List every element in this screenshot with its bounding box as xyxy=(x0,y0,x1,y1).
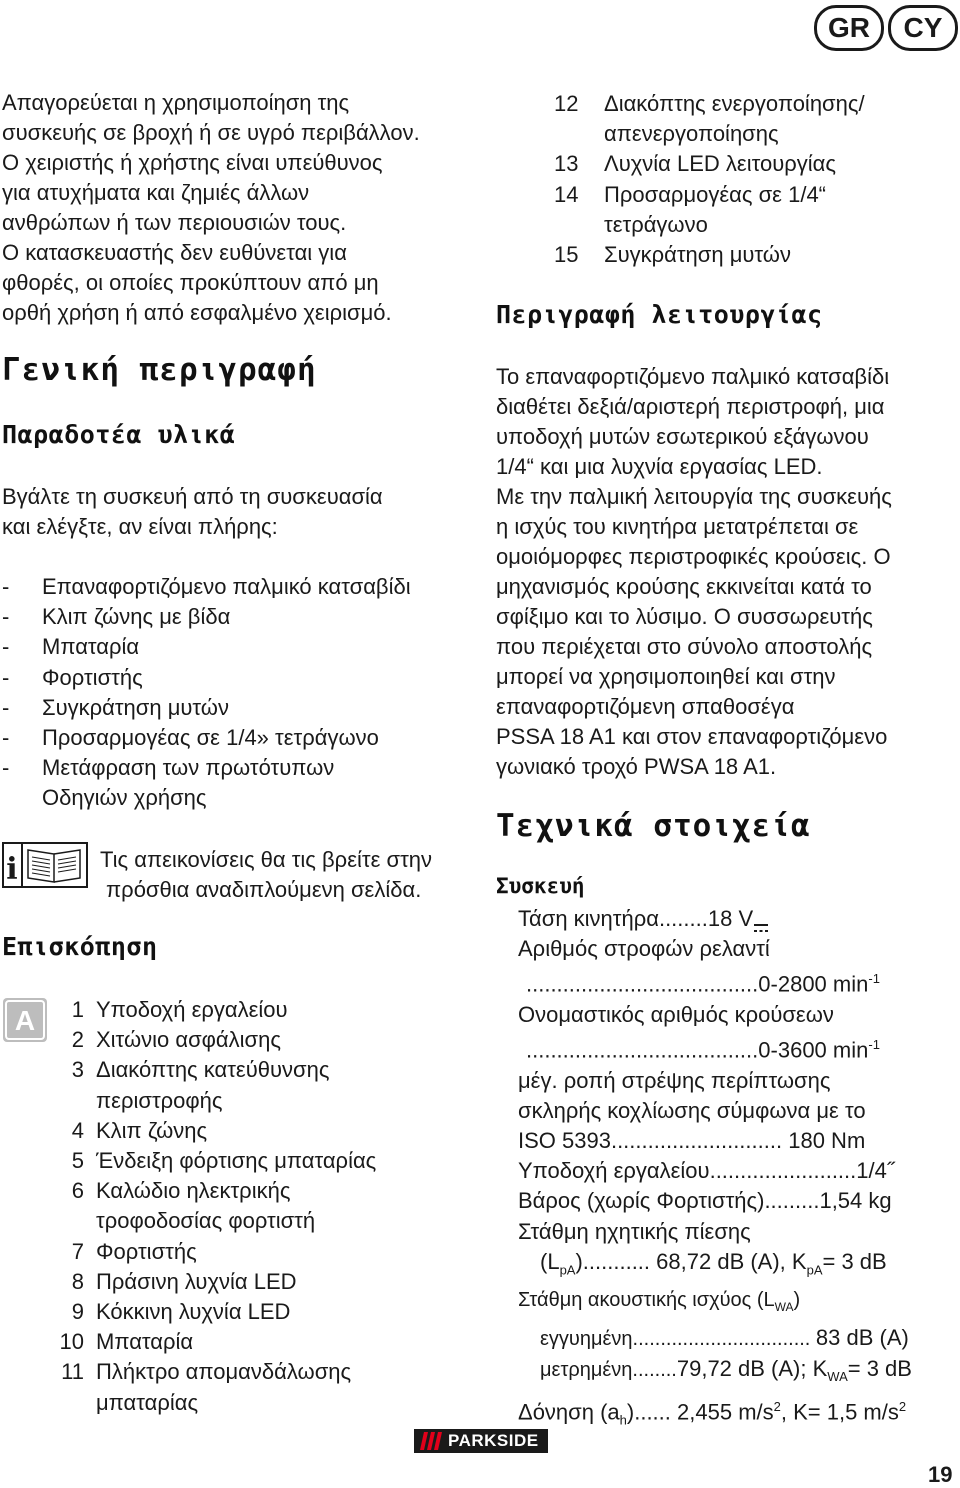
spec-impact-rate-label: Ονομαστικός αριθμός κρούσεων xyxy=(518,1001,834,1027)
list-item: - Φορτιστής xyxy=(2,664,143,690)
text-line: ορθή χρήση ή από εσφαλμένο χειρισμό. xyxy=(2,300,392,325)
list-item: - Επαναφορτιζόμενο παλμικό κατσαβίδι xyxy=(2,574,411,599)
list-item: 4 Κλιπ ζώνης xyxy=(71,1117,208,1143)
overview-title: Επισκόπηση xyxy=(2,932,158,961)
text-line: επαναφορτιζόμενη σπαθοσέγα xyxy=(496,694,795,719)
spec-idle-speed-label: Αριθμός στροφών ρελαντί xyxy=(518,936,770,962)
spec-vibration: Δόνηση $(a_h)$...... 2,455 $m/s^2$, K= 1,5 $m/s^2$ xyxy=(518,1399,907,1428)
spec-list xyxy=(518,904,958,1436)
spec-torque: ISO 5393............................ 180 Nm xyxy=(518,1128,866,1154)
list-item-continuation: μπαταρίας xyxy=(96,1389,199,1415)
text-line: Απαγορεύεται η χρησιμοποίηση της xyxy=(2,90,350,115)
list-item: 12 Διακόπτης ενεργοποίησης/ xyxy=(554,91,865,116)
text-line: υποδοχή μυτών εσωτερικού εξάγωνου xyxy=(496,424,869,449)
spec-idle-speed: ......................................0-2800 $\min^{-1}$ xyxy=(526,971,880,997)
text-line: Το επαναφορτιζόμενο παλμικό κατσαβίδι xyxy=(496,364,890,389)
list-item: 11 Πλήκτρο απομανδάλωσης xyxy=(61,1359,352,1385)
list-item-continuation: απενεργοποίησης xyxy=(604,121,779,147)
list-item: 14 Προσαρμογέας σε 1/4“ xyxy=(554,181,827,207)
spec-voltage: Τάση κινητήρα........18 V xyxy=(518,904,958,934)
supplied-items-title: Παραδοτέα υλικά xyxy=(2,420,236,449)
logo-stripes-icon xyxy=(420,1432,442,1450)
text-line: 1/4“ και μια λυχνία εργασίας LED. xyxy=(496,454,823,479)
text-line: σφίξιμο και το λύσιμο. Ο συσσωρευτής xyxy=(496,604,873,629)
intro-paragraph xyxy=(2,88,420,328)
spec-torque-label: σκληρής κοχλίωσης σύμφωνα με το xyxy=(518,1097,866,1123)
spec-weight: Βάρος (χωρίς Φορτιστής).........1,54 kg xyxy=(518,1188,892,1214)
list-item: 2 Χιτώνιο ασφάλισης xyxy=(71,1027,281,1053)
text-line: φθορές, οι οποίες προκύπτουν από μη xyxy=(2,270,379,295)
info-note xyxy=(100,845,432,905)
text-line: γωνιακό τροχό PWSA 18 A1. xyxy=(496,754,777,779)
supplied-items-list xyxy=(2,572,411,814)
spec-sound-pressure-label: Στάθμη ηχητικής πίεσης xyxy=(518,1218,751,1244)
language-badge-gr: GR xyxy=(814,5,884,51)
spec-sound-pressure: $(L_{pA})$........... 68,72 dB (A), $K_{pA}= 3$ dB xyxy=(540,1248,887,1278)
general-description-title: Γενική περιγραφή xyxy=(2,352,317,388)
info-book-icon xyxy=(2,842,88,888)
parkside-logo xyxy=(414,1429,548,1453)
list-item-continuation: τροφοδοσίας φορτιστή xyxy=(96,1208,316,1234)
list-item-continuation: Οδηγιών χρήσης xyxy=(42,785,207,811)
list-item: 3 Διακόπτης κατεύθυνσης xyxy=(71,1057,330,1083)
list-item: 13 Λυχνία LED λειτουργίας xyxy=(554,151,836,177)
text-line: μπορεί να χρησιμοποιηθεί και στην xyxy=(496,664,836,689)
spec-impact-rate: ......................................0-3600 $\min^{-1}$ xyxy=(526,1037,880,1063)
spec-sound-power-measured: μετρημένη........79,72 dB (A); $K_{WA}= 3$ dB xyxy=(540,1355,912,1384)
text-line: που περιέχεται στο σύνολο αποστολής xyxy=(496,634,873,659)
svg-text:i: i xyxy=(6,852,18,887)
overview-list-left xyxy=(44,995,376,1418)
text-line: συσκευής σε βροχή ή σε υγρό περιβάλλον. xyxy=(2,120,420,145)
list-item: 7 Φορτιστής xyxy=(71,1238,197,1264)
spec-sound-power-label: Στάθμη ακουστικής ισχύος $(L_{WA})$ xyxy=(518,1289,801,1315)
text-line: Ο κατασκευαστής δεν ευθύνεται για xyxy=(2,240,347,265)
text-line: η ισχύς του κινητήρα μετατρέπεται σε xyxy=(496,514,859,539)
overview-list-right xyxy=(554,89,865,270)
device-title: Συσκευή xyxy=(496,874,585,898)
text-line: Βγάλτε τη συσκευή από τη συσκευασία xyxy=(2,484,383,509)
list-item: 5 Ένδειξη φόρτισης μπαταρίας xyxy=(71,1148,377,1174)
list-item: 15 Συγκράτηση μυτών xyxy=(554,242,791,268)
list-item: - Συγκράτηση μυτών xyxy=(2,694,229,720)
text-line: ανθρώπων ή των περιουσιών τους. xyxy=(2,210,347,235)
spec-tool-holder: Υποδοχή εργαλείου........................1/4˝ xyxy=(518,1158,895,1184)
text-line: Ο χειριστής ή χρήστης είναι υπεύθυνος xyxy=(2,150,383,175)
brand-name: PARKSIDE xyxy=(448,1431,539,1450)
text-line: πρόσθια αναδιπλούμενη σελίδα. xyxy=(106,877,422,902)
text-line: και ελέγξτε, αν είναι πλήρης: xyxy=(2,514,278,539)
list-item-continuation: περιστροφής xyxy=(96,1087,223,1113)
dc-current-icon xyxy=(754,913,768,927)
list-item: - Μπαταρία xyxy=(2,634,140,660)
function-description-title: Περιγραφή λειτουργίας xyxy=(496,300,823,329)
list-item: 10 Μπαταρία xyxy=(59,1329,194,1355)
text-line: ομοιόμορφες περιστροφικές κρούσεις. Ο xyxy=(496,544,891,569)
text-line: μηχανισμός κρούσης εκκινείται κατά το xyxy=(496,574,872,599)
list-item: 1 Υποδοχή εργαλείου xyxy=(71,997,288,1022)
list-item: - Μετάφραση των πρωτότυπων xyxy=(2,755,335,781)
page-number: 19 xyxy=(928,1462,953,1487)
spec-torque-label: μέγ. ροπή στρέψης περίπτωσης xyxy=(518,1067,831,1093)
svg-text:A: A xyxy=(14,1005,36,1036)
text-line: PSSA 18 A1 και στον επαναφορτιζόμενο xyxy=(496,724,888,749)
list-item-continuation: τετράγωνο xyxy=(604,211,708,237)
technical-data-title: Τεχνικά στοιχεία xyxy=(496,808,811,844)
list-item: 6 Καλώδιο ηλεκτρικής xyxy=(71,1178,291,1204)
spec-sound-power-guaranteed: εγγυημένη................................ 83 dB (A) xyxy=(540,1324,909,1350)
text-line: διαθέτει δεξιά/αριστερή περιστροφή, μια xyxy=(496,394,885,419)
text-line: για ατυχήματα και ζημιές άλλων xyxy=(2,180,310,205)
list-item: - Προσαρμογέας σε 1/4» τετράγωνο xyxy=(2,725,379,751)
list-item: - Κλιπ ζώνης με βίδα xyxy=(2,604,231,630)
text-line: Τις απεικονίσεις θα τις βρείτε στην xyxy=(100,847,432,872)
list-item: 8 Πράσινη λυχνία LED xyxy=(71,1268,297,1294)
language-badge-cy: CY xyxy=(888,5,958,51)
text-line: Με την παλμική λειτουργία της συσκευής xyxy=(496,484,892,509)
supplied-intro xyxy=(2,482,383,542)
figure-a-badge xyxy=(3,998,47,1042)
function-description xyxy=(496,362,892,782)
list-item: 9 Κόκκινη λυχνία LED xyxy=(71,1299,291,1325)
